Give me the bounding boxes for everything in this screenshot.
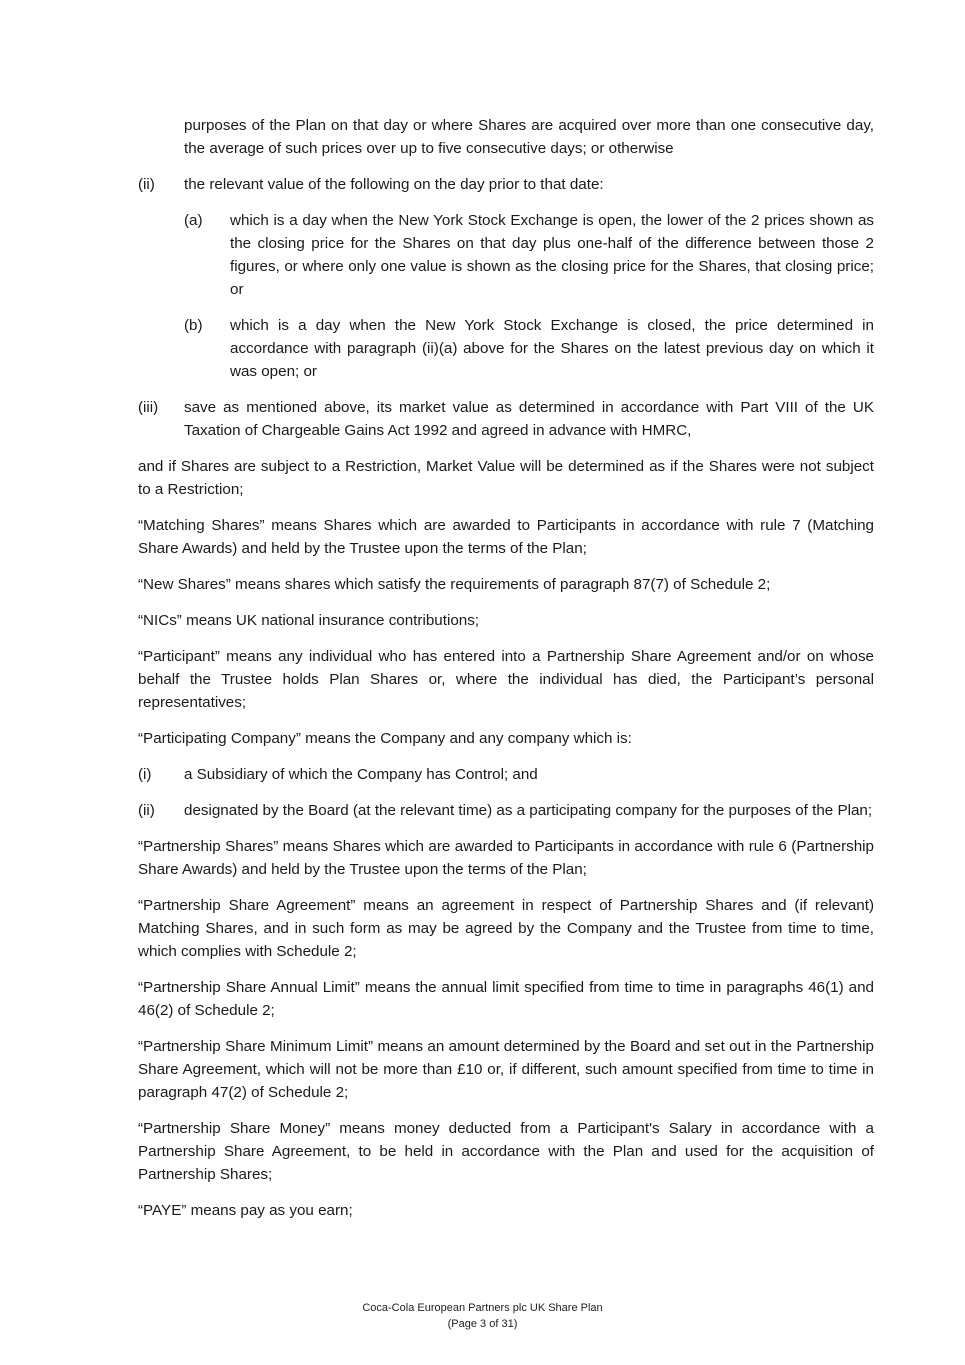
page-footer (0, 1300, 965, 1332)
list-item-i (138, 763, 874, 786)
list-label: (i) (138, 766, 152, 783)
definition-participant: “Participant” means any individual who has entered into a Partnership Share Agreement and/or on whose behalf the Trustee holds Plan Shares or, where the individual has died, the Participant’s personal representatives; (138, 648, 874, 711)
list-item-b (138, 314, 874, 383)
definition-partnership-shares: “Partnership Shares” means Shares which are awarded to Participants in accordance with rule 6 (Partnership Share Awards) and held by the Trustee upon the terms of the Plan; (138, 838, 874, 878)
footer-title: Coca-Cola European Partners plc UK Share Plan (362, 1302, 603, 1314)
continuation-paragraph: purposes of the Plan on that day or where Shares are acquired over more than one consecutive day, the average of such prices over up to five consecutive days; or otherwise (184, 117, 874, 157)
definition-nics: “NICs” means UK national insurance contributions; (138, 612, 480, 629)
list-item-a (138, 209, 874, 301)
definition-partnership-share-annual-limit: “Partnership Share Annual Limit” means the annual limit specified from time to time in paragraphs 46(1) and 46(2) of Schedule 2; (138, 979, 874, 1019)
list-label: (ii) (138, 176, 155, 193)
list-label: (b) (184, 317, 203, 334)
list-label: (ii) (138, 802, 155, 819)
definition-participating-company: “Participating Company” means the Company and any company which is: (138, 730, 632, 747)
definition-new-shares: “New Shares” means shares which satisfy the requirements of paragraph 87(7) of Schedule 2; (138, 576, 771, 593)
footer-page-number: (Page 3 of 31) (447, 1318, 518, 1330)
list-item-ii-designated (138, 799, 874, 822)
list-text: designated by the Board (at the relevant time) as a participating company for the purposes of the Plan; (184, 802, 873, 819)
document-body (138, 114, 874, 1235)
definition-matching-shares: “Matching Shares” means Shares which are awarded to Participants in accordance with rule 7 (Matching Share Awards) and held by the Trustee upon the terms of the Plan; (138, 517, 874, 557)
list-label: (a) (184, 212, 203, 229)
list-text: which is a day when the New York Stock Exchange is closed, the price determined in accordance with paragraph (ii)(a) above for the Shares on the latest previous day on which it was open; or (230, 317, 874, 380)
definition-paye: “PAYE” means pay as you earn; (138, 1202, 353, 1219)
restriction-paragraph: and if Shares are subject to a Restriction, Market Value will be determined as if the Shares were not subject to a Restriction; (138, 458, 874, 498)
definition-partnership-share-minimum-limit: “Partnership Share Minimum Limit” means an amount determined by the Board and set out in the Partnership Share Agreement, which will not be more than £10 or, if different, such amount specified from time to time in paragraph 47(2) of Schedule 2; (138, 1038, 874, 1101)
list-text: which is a day when the New York Stock Exchange is open, the lower of the 2 prices shown as the closing price for the Shares on that day plus one-half of the difference between those 2 figures, or where only one value is shown as the closing price for the Shares, that closing price; or (230, 212, 874, 298)
list-text: save as mentioned above, its market value as determined in accordance with Part VIII of the UK Taxation of Chargeable Gains Act 1992 and agreed in advance with HMRC, (184, 399, 874, 439)
list-item-iii (138, 396, 874, 442)
list-item-ii (138, 173, 874, 196)
list-text: a Subsidiary of which the Company has Control; and (184, 766, 538, 783)
definition-partnership-share-money: “Partnership Share Money” means money deducted from a Participant's Salary in accordance with a Partnership Share Agreement, to be held in accordance with the Plan and used for the acquisition of Partnership Shares; (138, 1120, 874, 1183)
list-label: (iii) (138, 399, 159, 416)
list-text: the relevant value of the following on the day prior to that date: (184, 176, 604, 193)
definition-partnership-share-agreement: “Partnership Share Agreement” means an agreement in respect of Partnership Shares and (if relevant) Matching Shares, and in such form as may be agreed by the Company and the Trustee from time to time, which complies with Schedule 2; (138, 897, 874, 960)
